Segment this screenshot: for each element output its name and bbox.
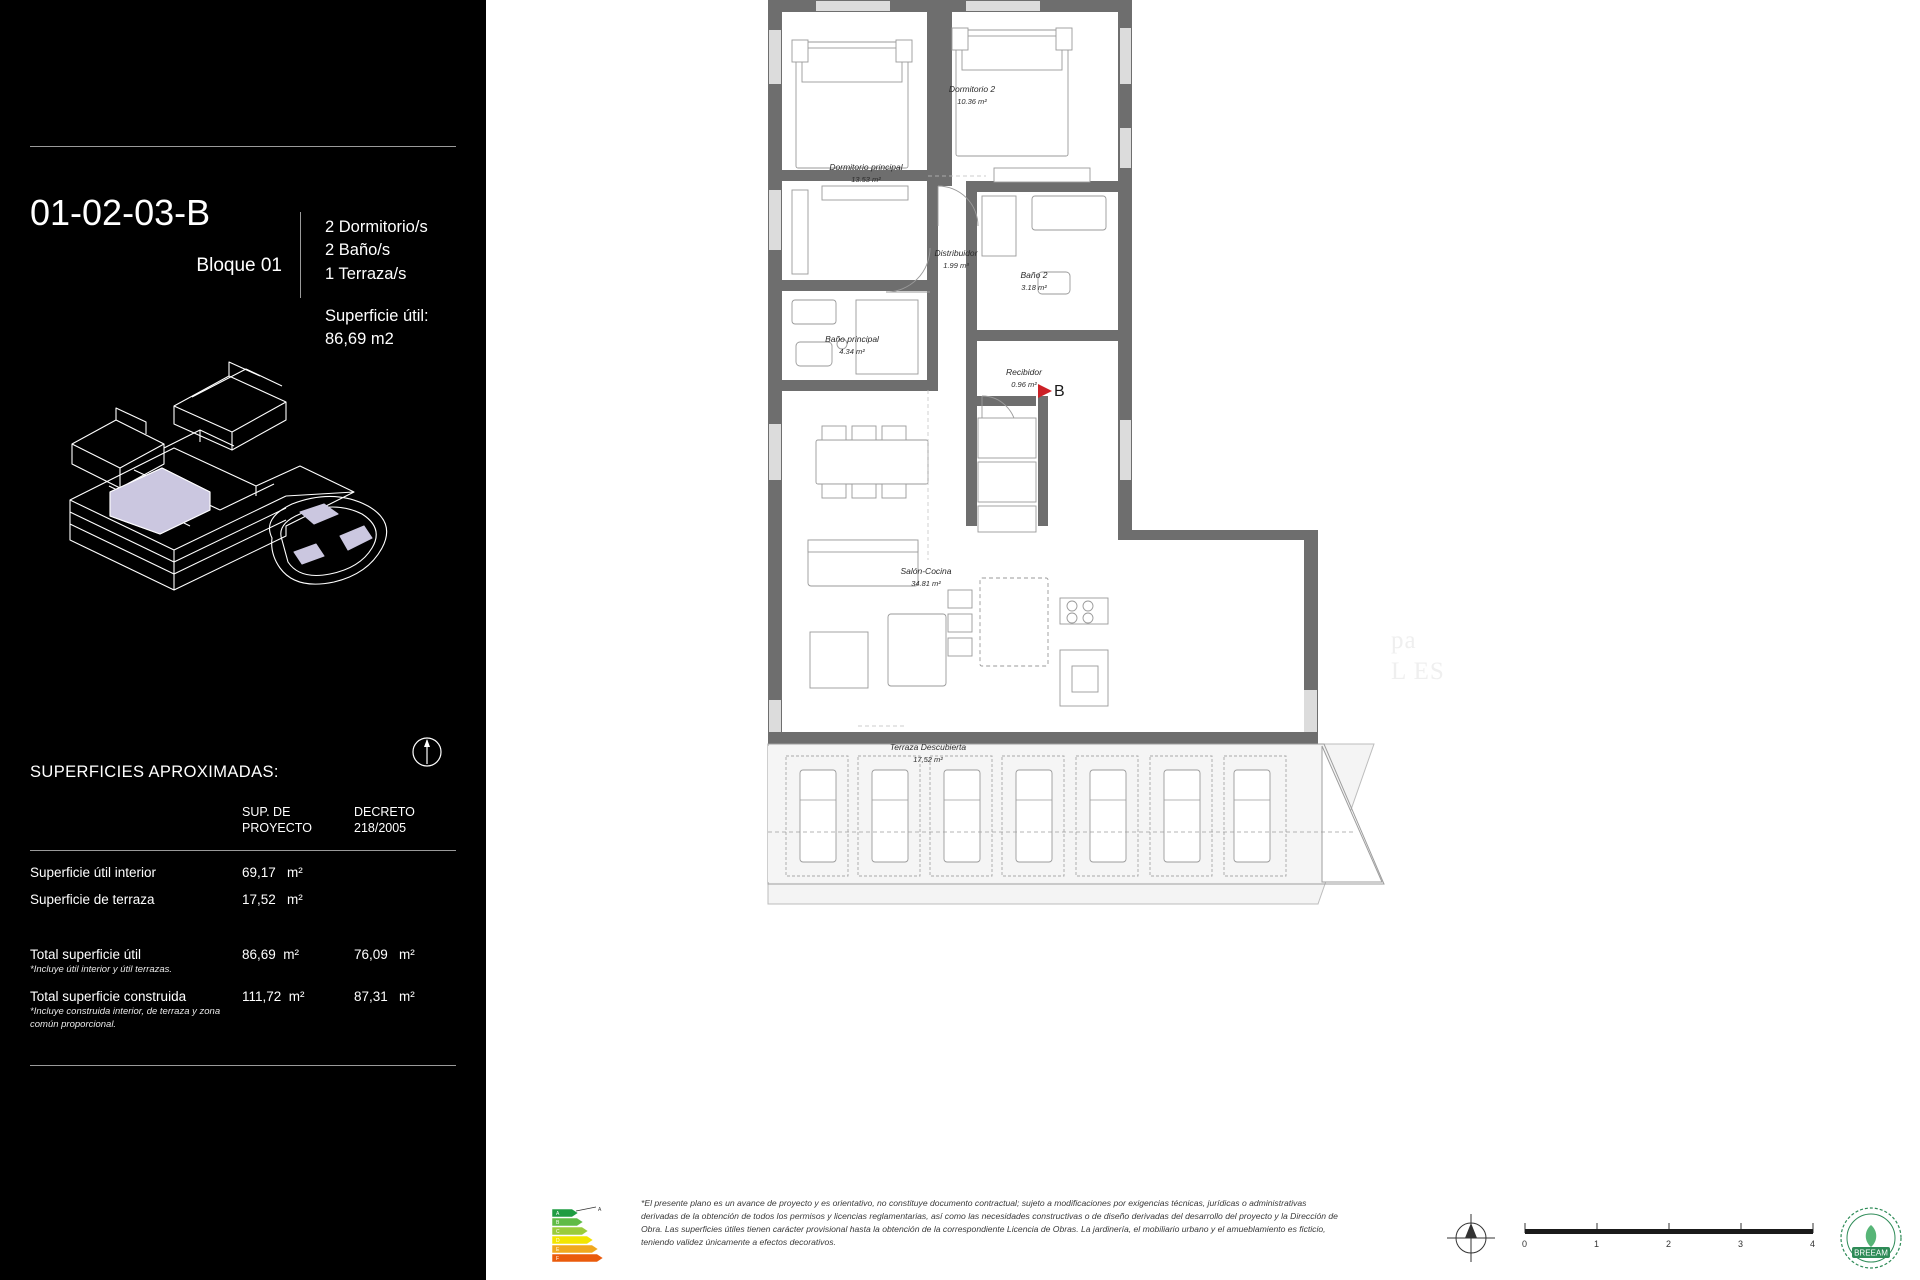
usable-area-value: 86,69 m2	[325, 330, 394, 349]
th-decree: DECRETO 218/2005	[354, 805, 415, 835]
room-area-bano-2: 3.18 m²	[1021, 283, 1047, 292]
row-project-value: 86,69 m²	[242, 947, 300, 963]
block-label: Bloque 01	[196, 255, 282, 276]
north-arrow-icon	[1443, 1210, 1499, 1266]
table-row	[30, 983, 456, 1038]
room-label-dormitorio-principal: Dormitorio principal	[829, 162, 903, 172]
unit-specs	[325, 216, 428, 286]
row-decree-value	[354, 886, 456, 913]
spec-terraces: 1 Terraza/s	[325, 264, 407, 283]
row-note: *Incluye construida interior, de terraza y zona común proporcional.	[30, 1006, 221, 1030]
row-decree-value	[354, 859, 456, 886]
svg-text:F: F	[556, 1256, 560, 1262]
svg-text:2: 2	[1666, 1239, 1672, 1249]
svg-text:B: B	[1054, 383, 1065, 400]
room-label-distribuidor: Distribuidor	[934, 248, 978, 258]
table-header-row	[30, 805, 456, 846]
watermark: pa L ES	[1391, 627, 1445, 686]
room-label-bano-principal: Baño principal	[825, 334, 879, 344]
row-label	[30, 941, 242, 983]
row-label: Superficie de terraza	[30, 892, 155, 908]
breeam-certification-logo	[1836, 1203, 1906, 1273]
info-panel	[0, 0, 486, 1280]
row-project-value: 69,17 m²	[242, 865, 303, 881]
row-label-text: Total superficie construida	[30, 989, 187, 1005]
room-area-distribuidor: 1.99 m³	[943, 261, 969, 270]
building-isometric-illustration	[24, 340, 464, 610]
svg-text:0: 0	[1522, 1239, 1528, 1249]
table-row	[30, 859, 456, 886]
room-area-bano-principal: 4.34 m²	[839, 347, 865, 356]
divider-top	[30, 146, 456, 147]
footer	[486, 1185, 1920, 1280]
row-note: *Incluye útil interior y útil terrazas.	[30, 964, 173, 976]
usable-area-label: Superficie útil:	[325, 307, 429, 325]
svg-text:BREEAM: BREEAM	[1854, 1248, 1888, 1258]
svg-text:B: B	[556, 1220, 560, 1226]
room-label-dormitorio-2: Dormitorio 2	[948, 84, 996, 94]
room-area-dormitorio-principal: 13.53 m²	[851, 175, 881, 184]
room-label-bano-2: Baño 2	[1020, 270, 1048, 280]
svg-text:D: D	[556, 1238, 560, 1244]
th-project: SUP. DE PROYECTO	[242, 805, 312, 835]
spec-bathrooms: 2 Baño/s	[325, 241, 391, 260]
header-divider	[300, 212, 301, 298]
table-row	[30, 941, 456, 983]
floor-plan-area	[486, 0, 1920, 1280]
svg-text:A: A	[556, 1211, 560, 1217]
row-label	[30, 983, 242, 1038]
room-area-terraza: 17,52 m²	[913, 755, 943, 764]
room-area-recibidor: 0.96 m²	[1011, 380, 1037, 389]
row-project-value: 111,72 m²	[242, 989, 305, 1005]
svg-text:3: 3	[1738, 1239, 1744, 1249]
table-row	[30, 886, 456, 913]
svg-text:1: 1	[1594, 1239, 1600, 1249]
room-area-dormitorio-2: 10.36 m²	[957, 97, 987, 106]
legal-disclaimer: *El presente plano es un avance de proyecto y es orientativo, no constituye documento contractual; sujeto a modificaciones por exigencias técnicas, jurídicas o administrativas derivadas de la obtención de todos los permisos y licencias reglamentarias, así como las necesidades constructivas o de diseño derivadas del desarrollo del proyecto y la Dirección de Obra. Las superficies útiles tienen carácter provisional hasta la obtención de la correspondiente Licencia de Obras. La jardinería, el mobiliario urbano y el amueblamiento es ficticio, teniendo validez únicamente a efectos decorativos.	[641, 1198, 1338, 1247]
svg-text:E: E	[556, 1247, 560, 1253]
room-label-salon-cocina: Salón-Cocina	[900, 566, 952, 576]
room-area-salon-cocina: 34.81 m²	[911, 579, 941, 588]
room-label-terraza: Terraza Descubierta	[889, 742, 967, 752]
divider-bottom	[30, 1065, 456, 1066]
svg-text:C: C	[556, 1229, 560, 1235]
row-decree-value: 76,09 m²	[354, 947, 415, 963]
row-label-text: Total superficie útil	[30, 947, 142, 963]
th-name	[30, 805, 242, 846]
floor-plan-drawing	[486, 0, 1920, 1180]
row-decree-value: 87,31 m²	[354, 989, 415, 1005]
svg-text:A: A	[598, 1207, 602, 1213]
surfaces-title: SUPERFICIES APROXIMADAS:	[30, 763, 279, 781]
surfaces-table	[30, 805, 456, 1038]
svg-text:4: 4	[1810, 1239, 1816, 1249]
row-label: Superficie útil interior	[30, 865, 157, 881]
spec-bedrooms: 2 Dormitorio/s	[325, 218, 428, 236]
compass-north-icon	[410, 735, 444, 769]
scale-bar	[1521, 1215, 1826, 1255]
row-project-value: 17,52 m²	[242, 892, 303, 908]
energy-rating-chart	[546, 1205, 618, 1267]
room-label-recibidor: Recibidor	[1006, 367, 1042, 377]
unit-code: 01-02-03-B	[30, 192, 211, 233]
